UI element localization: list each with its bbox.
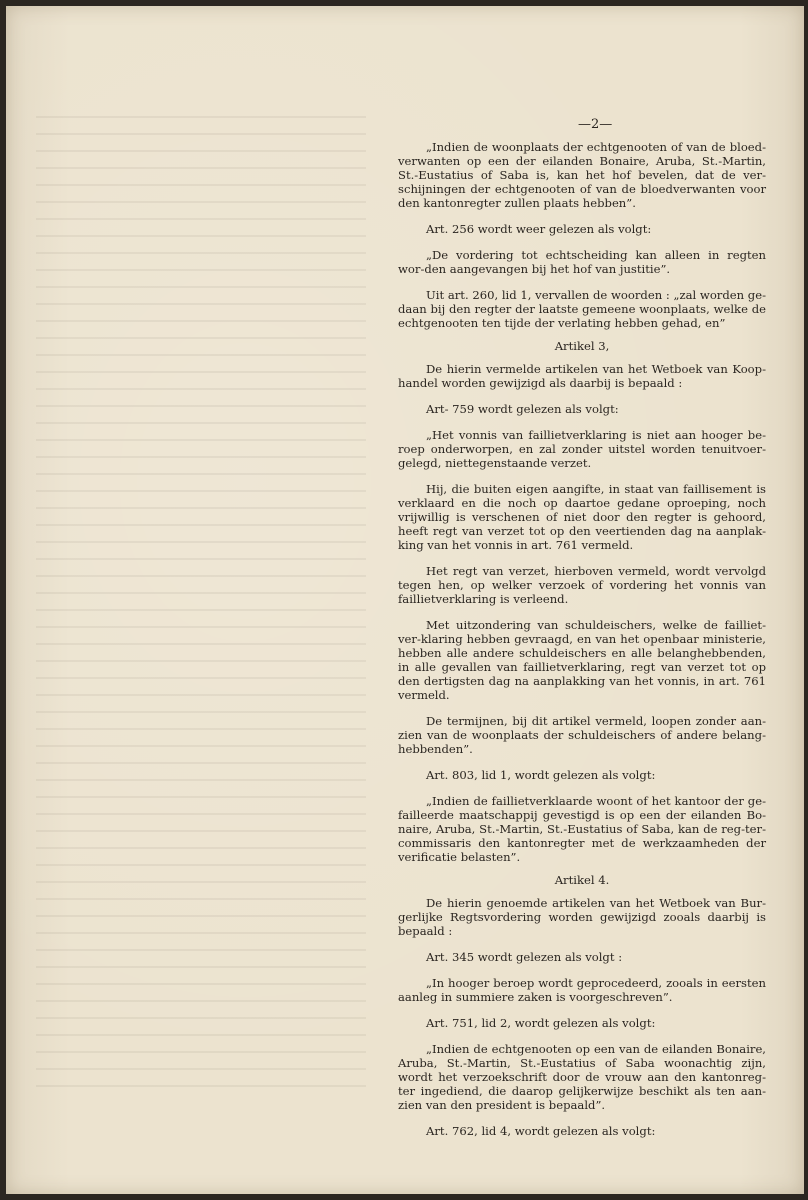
paragraph: „De vordering tot echtscheiding kan alleen in regten wor-den aangevangen bij het hof van justitie”. (398, 248, 766, 276)
page-number: —2— (578, 117, 613, 132)
paragraph: Het regt van verzet, hierboven vermeld, wordt vervolgd tegen hen, op welker verzoek of vordering het vonnis van faillietverklaring is verleend. (398, 564, 766, 606)
paragraph: Uit art. 260, lid 1, vervallen de woorden : „zal worden ge-daan bij den regter der laatste gemeene woonplaats, welke de echtgenooten ten tijde der verlating hebben gehad, en” (398, 288, 766, 330)
paragraph: „Het vonnis van faillietverklaring is niet aan hooger be-roep onderworpen, en zal zonder uitstel worden tenuitvoer-gelegd, niettegenstaande verzet. (398, 428, 766, 470)
paragraph: „Indien de woonplaats der echtgenooten of van de bloed-verwanten op een der eilanden Bonaire, Aruba, St.-Martin, St.-Eustatius of Saba is, kan het hof bevelen, dat de ver-schijningen der echtgenooten of van de bloedverwanten voor den kantonregter zullen plaats hebben”. (398, 140, 766, 210)
paragraph: Art. 803, lid 1, wordt gelezen als volgt: (426, 768, 656, 782)
paragraph: Art. 345 wordt gelezen als volgt : (426, 950, 623, 964)
paragraph: De hierin vermelde artikelen van het Wetboek van Koop-handel worden gewijzigd als daarbij is bepaald : (398, 362, 766, 390)
paragraph: Art- 759 wordt gelezen als volgt: (426, 402, 619, 416)
paragraph: Met uitzondering van schuldeischers, welke de faillietver-klaring hebben gevraagd, en van het openbaar ministerie, hebben alle andere schuldeischers en alle belanghebbenden, in alle gevallen van faillietverklaring, regt van verzet tot op den dertigsten dag na aanplakking van het vonnis, in art. 761 vermeld. (398, 618, 766, 702)
paragraph: Art. 256 wordt weer gelezen als volgt: (426, 222, 652, 236)
text-column (398, 140, 766, 1138)
article-heading: Artikel 4. (554, 873, 610, 887)
paragraph: „Indien de faillietverklaarde woont of het kantoor der ge-failleerde maatschappij gevestigd is op een der eilanden Bo-naire, Aruba, St.-Martin, St.-Eustatius of Saba, kan de reg-ter-commissaris den kantonregter met de werkzaamheden der verificatie belasten”. (398, 794, 766, 864)
paragraph: Art. 751, lid 2, wordt gelezen als volgt: (426, 1016, 656, 1030)
paragraph: „In hooger beroep wordt geprocedeerd, zooals in eersten aanleg in summiere zaken is voorgeschreven”. (398, 976, 766, 1004)
paragraph: De termijnen, bij dit artikel vermeld, loopen zonder aan-zien van de woonplaats der schuldeischers of andere belang-hebbenden”. (398, 714, 766, 756)
article-heading: Artikel 3, (554, 339, 610, 353)
paragraph: Art. 762, lid 4, wordt gelezen als volgt: (426, 1124, 656, 1138)
paragraph: „Indien de echtgenooten op een van de eilanden Bonaire, Aruba, St.-Martin, St.-Eustatius of Saba woonachtig zijn, wordt het verzoekschrift door de vrouw aan den kantonreg-ter ingediend, die daarop gelijkerwijze beschikt als ten aan-zien van den president is bepaald”. (398, 1042, 766, 1112)
paragraph: Hij, die buiten eigen aangifte, in staat van faillisement is verklaard en die noch op daartoe gedane oproeping, noch vrijwillig is verschenen of niet door den regter is gehoord, heeft regt van verzet tot op den veertienden dag na aanplak-king van het vonnis in art. 761 vermeld. (398, 482, 766, 552)
show-through-text (36, 116, 366, 1096)
paragraph: De hierin genoemde artikelen van het Wetboek van Bur-gerlijke Regtsvordering worden gewijzigd zooals daarbij is bepaald : (398, 896, 766, 938)
